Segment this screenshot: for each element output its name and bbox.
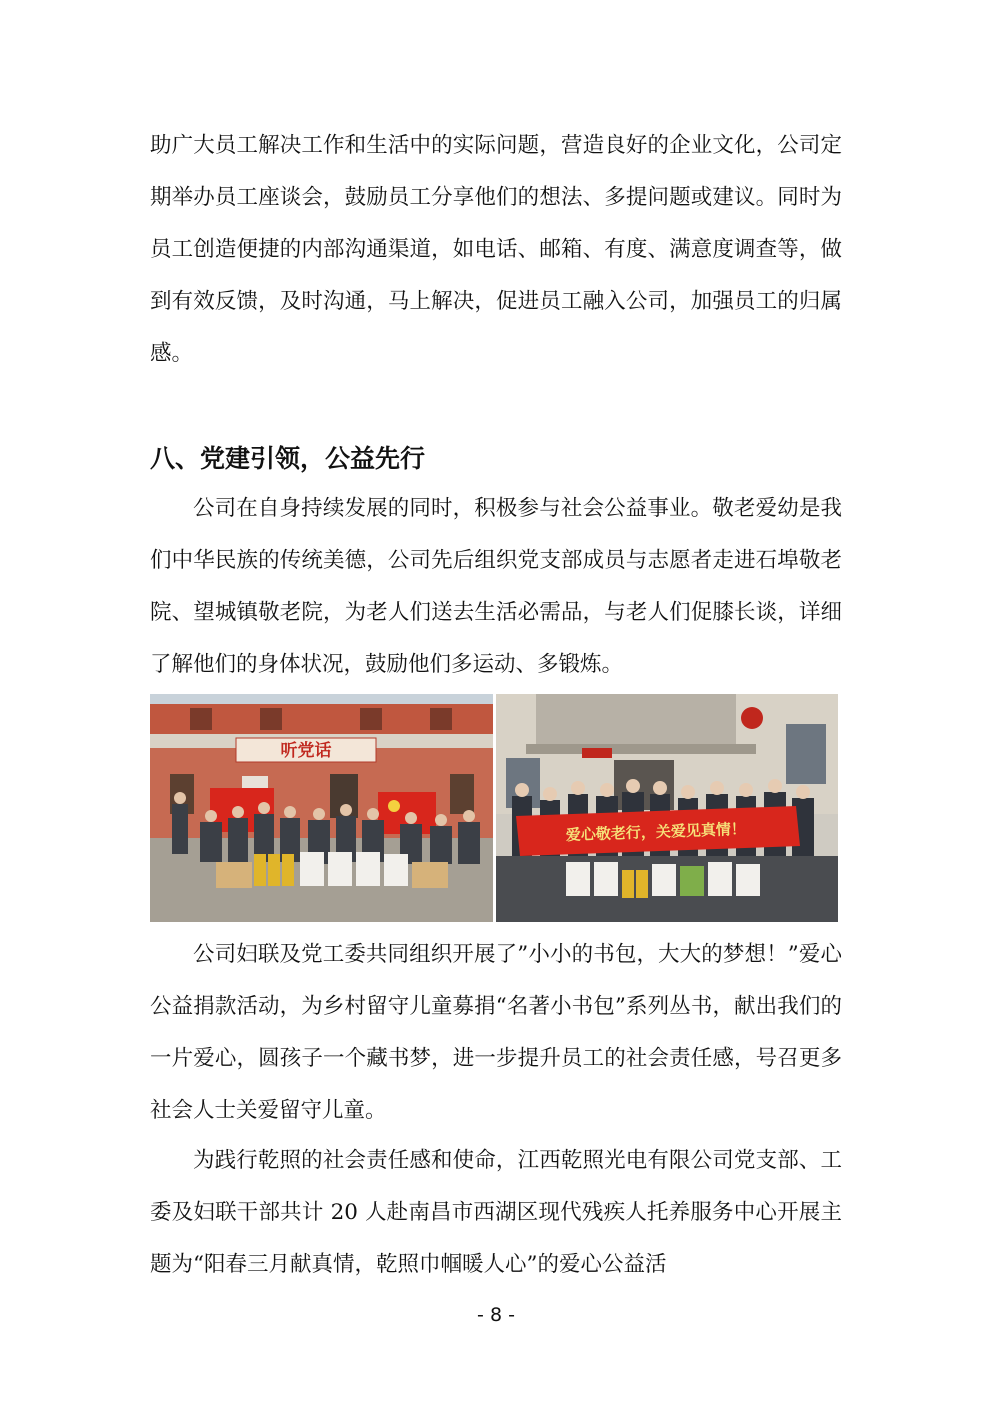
paragraph-elderly-care: 公司在自身持续发展的同时，积极参与社会公益事业。敬老爱幼是我们中华民族的传统美德，公司先后组织党支部成员与志愿者走进石埠敬老院、望城镇敬老院，为老人们送去生活必需品，与老人们促膝长谈，详细了解他们的身体状况，鼓励他们多运动、多锻炼。 xyxy=(150,496,842,677)
photo-banner-text: 爱心敬老行，关爱见真情！ xyxy=(565,819,747,845)
paragraph-employee-communication: 助广大员工解决工作和生活中的实际问题，营造良好的企业文化，公司定期举办员工座谈会，鼓励员工分享他们的想法、多提问题或建议。同时为员工创造便捷的内部沟通渠道，如电话、邮箱、有度、满意度调查等，做到有效反馈，及时沟通，马上解决，促进员工融入公司，加强员工的归属感。 xyxy=(150,133,842,366)
photo-sign-text: 听党话 xyxy=(280,741,332,761)
photo-nursing-home-visit xyxy=(150,694,493,922)
section-heading: 八、党建引领，公益先行 xyxy=(150,444,426,473)
page-number: - 8 - xyxy=(477,1304,515,1326)
photo-caring-banner xyxy=(496,694,838,922)
paragraph-volunteer-activity: 为践行乾照的社会责任感和使命，江西乾照光电有限公司党支部、工委及妇联干部共计 20 人赴南昌市西湖区现代残疾人托养服务中心开展主题为“阳春三月献真情，乾照巾帼暖人心”的爱心公益活 xyxy=(150,1148,842,1277)
paragraph-book-donation: 公司妇联及党工委共同组织开展了”小小的书包，大大的梦想！”爱心公益捐款活动，为乡村留守儿童募捐“名著小书包”系列丛书，献出我们的一片爱心，圆孩子一个藏书梦，进一步提升员工的社会责任感，号召更多社会人士关爱留守儿童。 xyxy=(150,942,842,1123)
